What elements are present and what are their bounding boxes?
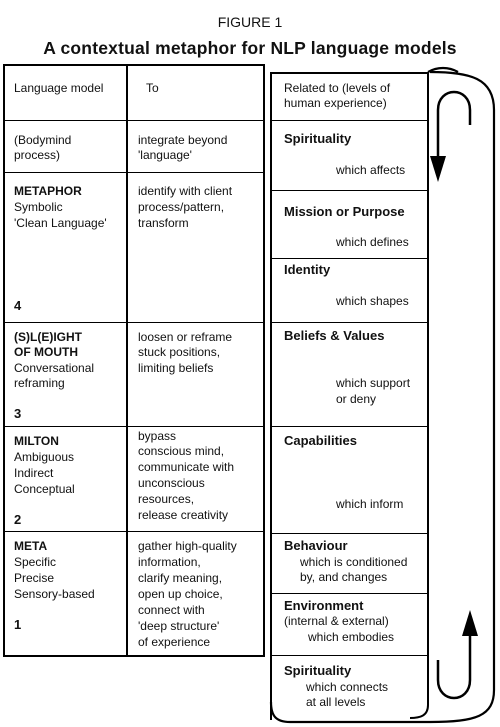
header-related-line-1: Related to (levels of: [284, 81, 391, 95]
level-sub: at all levels: [306, 695, 366, 709]
to-line: integrate beyond: [138, 133, 228, 147]
level-name: Behaviour: [284, 538, 348, 553]
model-number: 1: [14, 617, 22, 632]
level-sub: which embodies: [308, 630, 395, 644]
level-sub: by, and changes: [300, 570, 388, 584]
to-line: communicate with: [138, 460, 235, 474]
level-sub: which defines: [336, 235, 409, 249]
header-to: To: [146, 81, 159, 95]
to-line: unconscious: [138, 476, 205, 490]
model-line: Indirect: [14, 466, 54, 480]
level-name: Beliefs & Values: [284, 328, 385, 343]
model-line: process): [14, 148, 61, 162]
level-name: Mission or Purpose: [284, 204, 405, 219]
down-arrow-head-icon: [430, 156, 446, 182]
level-name: Environment: [284, 598, 364, 613]
to-line: connect with: [138, 603, 205, 617]
level-sub: which inform: [336, 497, 404, 511]
to-line: process/pattern,: [138, 200, 225, 214]
header-related-line-2: human experience): [284, 96, 387, 110]
level-name: Spirituality: [284, 663, 352, 678]
to-line: 'deep structure': [138, 619, 220, 633]
model-line: reframing: [14, 376, 65, 390]
level-name: Identity: [284, 262, 331, 277]
level-sub: which connects: [306, 680, 389, 694]
level-sub: which is conditioned: [300, 555, 408, 569]
model-line: Ambiguous: [14, 450, 75, 464]
model-line: Conceptual: [14, 482, 75, 496]
to-line: clarify meaning,: [138, 571, 223, 585]
level-sub: (internal & external): [284, 614, 389, 628]
to-line: 'language': [138, 148, 192, 162]
to-line: open up choice,: [138, 587, 223, 601]
to-line: transform: [138, 216, 189, 230]
to-line: limiting beliefs: [138, 361, 214, 375]
model-number: 4: [14, 298, 22, 313]
model-line: (Bodymind: [14, 133, 72, 147]
level-name: Spirituality: [284, 131, 352, 146]
to-line: loosen or reframe: [138, 330, 233, 344]
level-sub: which support: [336, 376, 411, 390]
to-line: stuck positions,: [138, 345, 221, 359]
level-sub: or deny: [336, 392, 377, 406]
header-language-model: Language model: [14, 81, 104, 95]
model-line: Symbolic: [14, 200, 63, 214]
figure-label: FIGURE 1: [217, 14, 283, 30]
level-sub: which shapes: [336, 294, 409, 308]
to-line: identify with client: [138, 184, 233, 198]
figure-title: A contextual metaphor for NLP language models: [43, 38, 457, 58]
up-arrow-head-icon: [462, 610, 478, 636]
model-line: 'Clean Language': [14, 216, 107, 230]
model-name: (S)L(E)IGHT: [14, 330, 82, 344]
to-line: resources,: [138, 492, 195, 506]
model-line: Sensory-based: [14, 587, 95, 601]
to-line: of experience: [138, 635, 211, 649]
model-line: Conversational: [14, 361, 95, 375]
to-line: gather high-quality: [138, 539, 237, 553]
model-name: METAPHOR: [14, 184, 82, 198]
model-name: META: [14, 539, 48, 553]
model-number: 2: [14, 512, 22, 527]
model-name: MILTON: [14, 434, 59, 448]
to-line: bypass: [138, 429, 177, 443]
right-boundary-line: [410, 72, 428, 718]
level-sub: which affects: [336, 163, 406, 177]
to-line: conscious mind,: [138, 444, 225, 458]
level-name: Capabilities: [284, 433, 357, 448]
to-line: release creativity: [138, 508, 229, 522]
model-line: Specific: [14, 555, 57, 569]
model-name: OF MOUTH: [14, 345, 78, 359]
model-number: 3: [14, 406, 22, 421]
to-line: information,: [138, 555, 201, 569]
model-line: Precise: [14, 571, 55, 585]
